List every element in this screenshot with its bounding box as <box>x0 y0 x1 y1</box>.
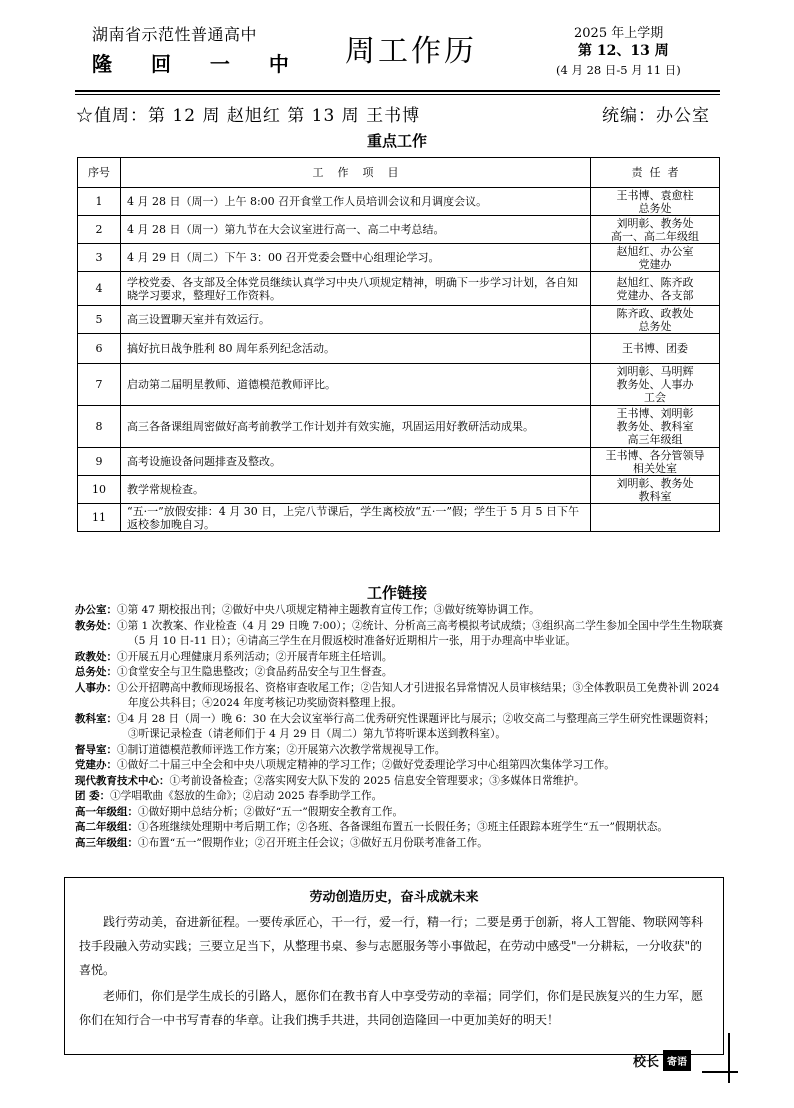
row-number: 9 <box>78 448 121 476</box>
table-row <box>78 406 720 448</box>
row-owner: 王书博、各分管领导 相关处室 <box>591 448 720 476</box>
table-row <box>78 364 720 406</box>
header-rule-thick <box>75 90 720 92</box>
link-item <box>75 650 725 666</box>
link-text: ①各班继续处理期中考后期工作；②各班、各备课组布置五一长假任务；③班主任跟踪本班学生“五一”假期状态。 <box>138 821 668 833</box>
row-number: 2 <box>78 216 121 244</box>
row-item: 启动第二届明星教师、道德模范教师评比。 <box>121 364 591 406</box>
links-list <box>75 603 725 851</box>
link-dept: 高一年级组： <box>75 805 138 818</box>
link-text: ①4 月 28 日（周一）晚 6：30 在大会议室举行高二优秀研究性课题评比与展示；②收交高二与整理高三学生研究性课题资料；③听课记录检查（请老师们于 4 月 29 日（周二）第九节将听课本送到教科室）。 <box>117 712 715 740</box>
header-no: 序号 <box>78 158 121 188</box>
row-item: 搞好抗日战争胜利 80 周年系列纪念活动。 <box>121 334 591 364</box>
link-text: ①第 47 期校报出刊；②做好中央八项规定精神主题教育宣传工作；③做好统筹协调工作。 <box>117 604 540 616</box>
row-item: “五·一”放假安排：4 月 30 日，上完八节课后，学生离校放“五·一”假；学生于 5 月 5 日下午返校参加晚自习。 <box>121 504 591 532</box>
link-item <box>75 836 725 852</box>
header-item: 工 作 项 目 <box>121 158 591 188</box>
row-item: 学校党委、各支部及全体党员继续认真学习中央八项规定精神，明确下一步学习计划，各自知晓学习要求，整理好工作资料。 <box>121 272 591 306</box>
header-rule-thin <box>75 94 720 95</box>
row-item: 4 月 28 日（周一）上午 8:00 召开食堂工作人员培训会议和月调度会议。 <box>121 188 591 216</box>
link-text: ①做好二十届三中全会和中央八项规定精神的学习工作；②做好党委理论学习中心组第四次集体学习工作。 <box>117 759 615 771</box>
link-text: ①学唱歌曲《怒放的生命》；②启动 2025 春季助学工作。 <box>110 790 383 802</box>
table-row <box>78 448 720 476</box>
row-owner <box>591 504 720 532</box>
row-item: 高三设置聊天室并有效运行。 <box>121 306 591 334</box>
table-row <box>78 244 720 272</box>
link-dept: 团 委： <box>75 790 111 802</box>
row-owner: 陈齐政、政教处 总务处 <box>591 306 720 334</box>
row-number: 5 <box>78 306 121 334</box>
row-owner: 王书博、刘明彰 教务处、教科室 高三年级组 <box>591 406 720 448</box>
row-number: 4 <box>78 272 121 306</box>
page-title: 周工作历 <box>345 34 477 69</box>
link-dept: 督导室： <box>75 743 117 756</box>
header-owner: 责 任 者 <box>591 158 720 188</box>
row-item: 4 月 29 日（周二）下午 3：00 召开党委会暨中心组理论学习。 <box>121 244 591 272</box>
signature-label: 寄语 <box>663 1050 691 1071</box>
link-dept: 党建办： <box>75 759 117 771</box>
row-owner: 刘明彰、教务处 教科室 <box>591 476 720 504</box>
school-name: 隆 回 一 中 <box>92 52 305 76</box>
date-range: (4 月 28 日-5 月 11 日) <box>556 63 681 77</box>
table-header-row <box>78 158 720 188</box>
row-number: 8 <box>78 406 121 448</box>
link-text: ①第 1 次教案、作业检查（4 月 29 日晚 7:00）；②统计、分析高三高考模拟考试成绩；③组织高二学生参加全国中学生生物联赛（5 月 10 日-11 日）；④请高三学生在月假返校时准备好近期相片一张，用于办理高中毕业证。 <box>117 619 723 647</box>
link-text: ①公开招聘高中教师现场报名、资格审查收尾工作；②告知人才引进报名异常情况人员审核结果；③全体教职员工免费补训 2024 年度公共科目；④2024 年度考核记功奖励资料整理上报。 <box>117 681 720 709</box>
link-item <box>75 603 725 619</box>
link-item <box>75 789 725 805</box>
row-owner: 赵旭红、陈齐政 党建办、各支部 <box>591 272 720 306</box>
link-text: ①食堂安全与卫生隐患整改；②食品药品安全与卫生督查。 <box>117 666 393 678</box>
message-paragraph-2: 老师们，你们是学生成长的引路人，愿你们在教书育人中享受劳动的幸福；同学们，你们是民族复兴的生力军，愿你们在知行合一中书写青春的华章。让我们携手共进，共同创造隆回一中更加美好的明天！ <box>79 989 704 1027</box>
row-number: 1 <box>78 188 121 216</box>
message-paragraph-1: 践行劳动美，奋进新征程。一要传承匠心，干一行，爱一行，精一行；二要是勇于创新，将人工智能、物联网等科技手段融入劳动实践；三要立足当下，从整理书桌、参与志愿服务等小事做起，在劳动中感受"一分耕耘，一分收获"的喜悦。 <box>79 915 704 977</box>
link-item <box>75 758 725 774</box>
table-row <box>78 306 720 334</box>
link-dept: 教科室： <box>75 712 117 725</box>
link-item <box>75 712 725 743</box>
row-item: 教学常规检查。 <box>121 476 591 504</box>
table-row <box>78 504 720 532</box>
link-text: ①考前设备检查；②落实网安大队下发的 2025 信息安全管理要求；③多媒体日常维护。 <box>169 774 585 787</box>
highlights-title: 重点工作 <box>366 132 427 150</box>
row-number: 7 <box>78 364 121 406</box>
duty-line: ☆值周：第 12 周 赵旭红 第 13 周 王书博 <box>76 106 421 126</box>
link-text: ①开展五月心理健康月系列活动；②开展青年班主任培训。 <box>117 650 393 663</box>
link-item <box>75 681 725 712</box>
weeks-label: 第 12、13 周 <box>578 43 669 59</box>
row-owner: 刘明彰、马明辉 教务处、人事办 工会 <box>591 364 720 406</box>
row-number: 3 <box>78 244 121 272</box>
school-line-1: 湖南省示范性普通高中 <box>92 25 258 44</box>
link-text: ①做好期中总结分析；②做好“五一”假期安全教育工作。 <box>138 805 404 818</box>
message-title: 劳动创造历史，奋斗成就未来 <box>309 890 479 905</box>
signature-principal: 校长 <box>633 1054 660 1070</box>
table-row <box>78 334 720 364</box>
link-dept: 人事办： <box>75 681 117 694</box>
link-item <box>75 743 725 759</box>
corner-mark-horizontal <box>702 1071 738 1073</box>
link-dept: 政教处： <box>75 650 117 663</box>
link-item <box>75 619 725 650</box>
link-dept: 现代教育技术中心： <box>75 774 170 787</box>
table-row <box>78 216 720 244</box>
row-item: 高三各备课组周密做好高考前教学工作计划并有效实施，巩固运用好教研活动成果。 <box>121 406 591 448</box>
highlights-table <box>77 157 720 532</box>
link-text: ①布置“五一”假期作业；②召开班主任会议；③做好五月份联考准备工作。 <box>138 836 488 849</box>
message-signature <box>629 1048 691 1072</box>
link-item <box>75 820 725 836</box>
row-item: 4 月 28 日（周一）第九节在大会议室进行高一、高二中考总结。 <box>121 216 591 244</box>
links-title: 工作链接 <box>366 584 427 602</box>
link-dept: 高三年级组： <box>75 836 138 849</box>
table-row <box>78 188 720 216</box>
link-dept: 教务处： <box>75 619 117 632</box>
row-number: 10 <box>78 476 121 504</box>
link-dept: 办公室： <box>75 604 117 616</box>
term-label: 2025 年上学期 <box>574 26 664 41</box>
row-number: 11 <box>78 504 121 532</box>
row-owner: 王书博、袁愈柱 总务处 <box>591 188 720 216</box>
row-item: 高考设施设备问题排查及整改。 <box>121 448 591 476</box>
row-number: 6 <box>78 334 121 364</box>
row-owner: 赵旭红、办公室 党建办 <box>591 244 720 272</box>
link-item <box>75 774 725 790</box>
table-row <box>78 476 720 504</box>
link-item <box>75 665 725 681</box>
row-owner: 王书博、团委 <box>591 334 720 364</box>
corner-mark-vertical <box>728 1033 730 1083</box>
table-row <box>78 272 720 306</box>
link-dept: 总务处： <box>75 666 117 678</box>
link-dept: 高二年级组： <box>75 821 138 833</box>
link-text: ①制订道德模范教师评选工作方案；②开展第六次教学常规视导工作。 <box>117 743 446 756</box>
editor-line: 统编：办公室 <box>602 106 710 126</box>
principal-message-box <box>64 877 724 1055</box>
link-item <box>75 805 725 821</box>
row-owner: 刘明彰、教务处 高一、高二年级组 <box>591 216 720 244</box>
